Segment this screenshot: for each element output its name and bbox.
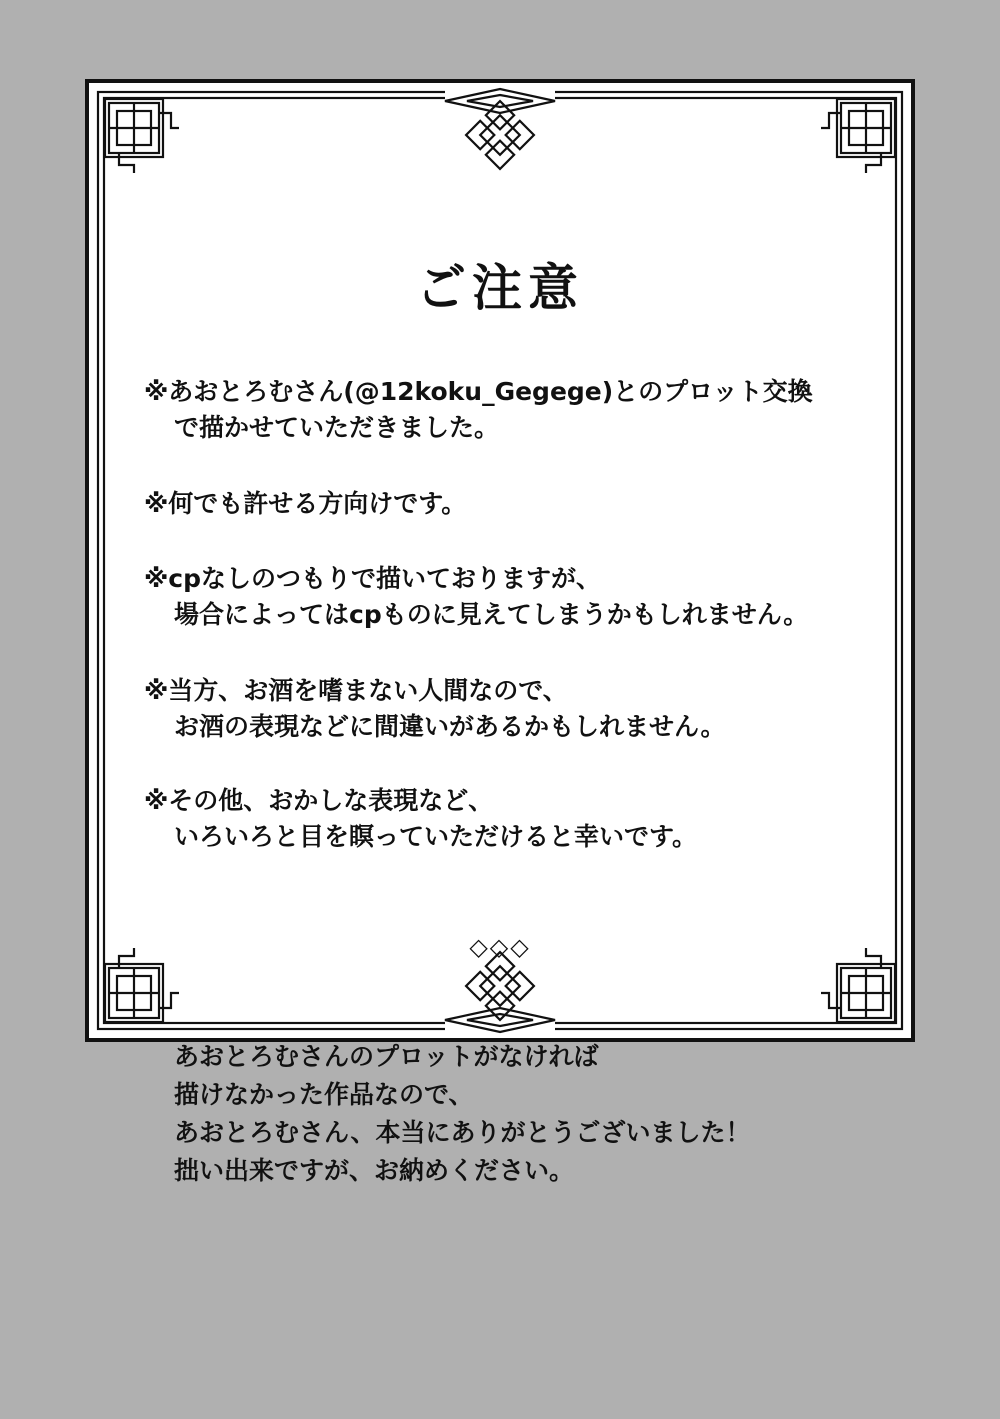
knot-ornament-top (445, 87, 555, 169)
thanks-message (174, 1038, 751, 1190)
note-item-1 (144, 374, 813, 446)
corner-ornament-top-left (105, 99, 179, 173)
note-line: いろいろと目を瞑っていただけると幸いです。 (174, 822, 698, 851)
thanks-line: 拙い出来ですが、お納めください。 (174, 1156, 575, 1185)
note-line: お酒の表現などに間違いがあるかもしれません。 (174, 712, 726, 741)
diamond-separator: ◇◇◇ (469, 933, 531, 961)
note-item-3 (144, 561, 808, 633)
note-line: 場合によってはcpものに見えてしまうかもしれません。 (174, 600, 809, 629)
page-sheet (85, 79, 915, 1185)
knot-ornament-bottom (445, 952, 555, 1034)
note-line: ※何でも許せる方向けです。 (144, 489, 467, 518)
page-title: ご注意 (416, 259, 584, 317)
note-line: ※当方、お酒を嗜まない人間なので、 (144, 676, 568, 705)
note-item-2 (144, 486, 466, 522)
note-line: ※cpなしのつもりで描いておりますが、 (144, 564, 602, 593)
corner-ornament-top-right (821, 99, 895, 173)
note-item-4 (144, 673, 726, 745)
note-line: で描かせていただきました。 (174, 413, 500, 442)
note-line: ※その他、おかしな表現など、 (144, 786, 494, 815)
note-line: ※あおとろむさん(@12koku_Gegege)とのプロット交換 (144, 377, 813, 406)
thanks-line: あおとろむさん、本当にありがとうございました！ (174, 1118, 751, 1147)
thanks-line: あおとろむさんのプロットがなければ (174, 1042, 599, 1071)
note-item-5 (144, 783, 697, 855)
thanks-line: 描けなかった作品なので、 (174, 1080, 474, 1109)
